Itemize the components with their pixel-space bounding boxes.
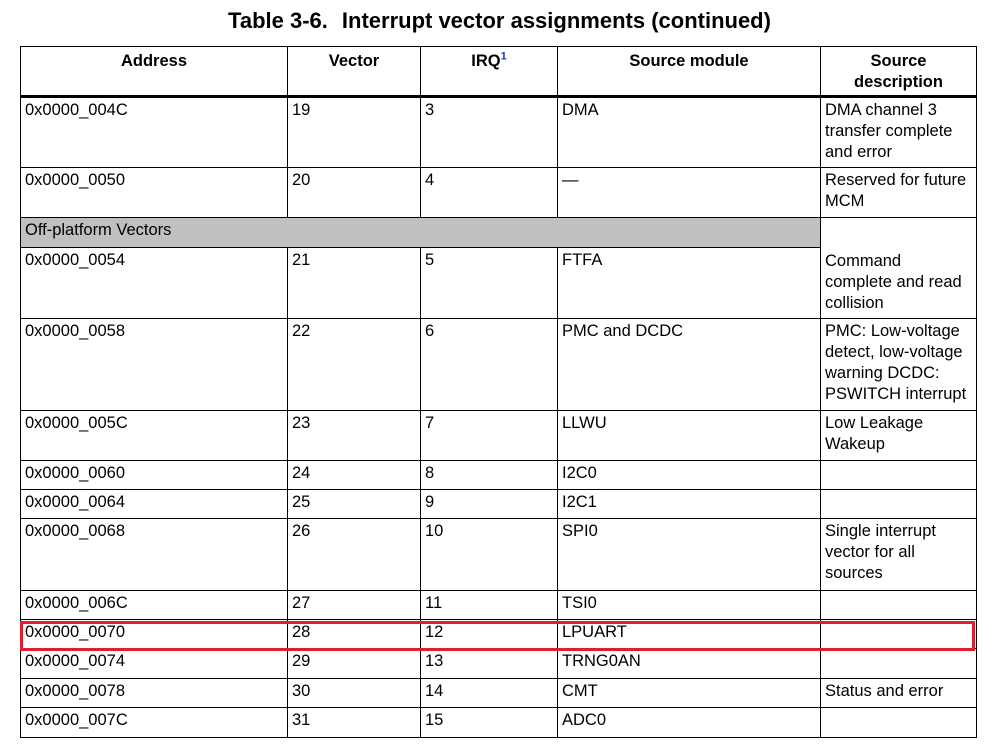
header-irq-label: IRQ (471, 52, 501, 70)
table-row (21, 97, 977, 168)
vector-cell: 23 (288, 411, 421, 461)
vector-cell: 28 (288, 620, 421, 649)
section-label: Off-platform Vectors (21, 218, 821, 248)
module-cell: SPI0 (558, 519, 821, 591)
irq-cell: 10 (421, 519, 558, 591)
table-caption: Interrupt vector assignments (continued) (341, 8, 771, 33)
vector-cell: 24 (288, 461, 421, 490)
module-cell: ADC0 (558, 708, 821, 738)
address-cell: 0x0000_0060 (21, 461, 288, 490)
irq-cell: 9 (421, 490, 558, 519)
section-row (21, 218, 977, 248)
irq-cell: 8 (421, 461, 558, 490)
description-cell (821, 649, 977, 679)
vector-cell: 21 (288, 248, 421, 319)
irq-cell: 12 (421, 620, 558, 649)
irq-cell: 4 (421, 168, 558, 218)
description-cell: DMA channel 3 transfer complete and error (821, 97, 977, 168)
irq-cell: 14 (421, 679, 558, 708)
table-row (21, 679, 977, 708)
header-source-description: Source description (821, 47, 977, 97)
module-cell: TRNG0AN (558, 649, 821, 679)
vector-cell: 22 (288, 319, 421, 411)
vector-cell: 19 (288, 97, 421, 168)
interrupt-vector-table (20, 46, 977, 738)
module-cell: LPUART (558, 620, 821, 649)
address-cell: 0x0000_007C (21, 708, 288, 738)
description-cell (821, 591, 977, 620)
table-row (21, 319, 977, 411)
table-row (21, 591, 977, 620)
address-cell: 0x0000_0070 (21, 620, 288, 649)
irq-footnote-link[interactable]: 1 (500, 50, 507, 63)
vector-cell: 29 (288, 649, 421, 679)
address-cell: 0x0000_0058 (21, 319, 288, 411)
address-cell: 0x0000_006C (21, 591, 288, 620)
description-cell: Single interrupt vector for all sources (821, 519, 977, 591)
module-cell: LLWU (558, 411, 821, 461)
header-irq (421, 47, 558, 97)
address-cell: 0x0000_0064 (21, 490, 288, 519)
module-cell: — (558, 168, 821, 218)
address-cell: 0x0000_0078 (21, 679, 288, 708)
vector-cell: 20 (288, 168, 421, 218)
vector-cell: 25 (288, 490, 421, 519)
table-row-highlighted (21, 620, 977, 649)
description-cell (821, 708, 977, 738)
description-cell: Low Leakage Wakeup (821, 411, 977, 461)
description-cell (821, 461, 977, 490)
module-cell: DMA (558, 97, 821, 168)
irq-cell: 15 (421, 708, 558, 738)
description-cell: Reserved for future MCM (821, 168, 977, 218)
irq-cell: 11 (421, 591, 558, 620)
module-cell: I2C1 (558, 490, 821, 519)
header-vector: Vector (288, 47, 421, 97)
module-cell: TSI0 (558, 591, 821, 620)
table-header-row (21, 47, 977, 97)
header-address: Address (21, 47, 288, 97)
address-cell: 0x0000_0074 (21, 649, 288, 679)
description-cell: Status and error (821, 679, 977, 708)
description-cell (821, 490, 977, 519)
irq-cell: 3 (421, 97, 558, 168)
description-cell: PMC: Low-voltage detect, low-voltage warning DCDC: PSWITCH interrupt (821, 319, 977, 411)
vector-cell: 26 (288, 519, 421, 591)
irq-cell: 5 (421, 248, 558, 319)
table-row (21, 519, 977, 591)
table-number: Table 3-6. (228, 8, 328, 33)
table-row (21, 649, 977, 679)
address-cell: 0x0000_0068 (21, 519, 288, 591)
irq-cell: 6 (421, 319, 558, 411)
vector-cell: 31 (288, 708, 421, 738)
irq-cell: 7 (421, 411, 558, 461)
table-row (21, 490, 977, 519)
description-cell (821, 620, 977, 649)
table-row (21, 411, 977, 461)
table-row (21, 461, 977, 490)
table-title (0, 8, 999, 34)
vector-cell: 30 (288, 679, 421, 708)
vector-cell: 27 (288, 591, 421, 620)
table-row (21, 168, 977, 218)
irq-cell: 13 (421, 649, 558, 679)
address-cell: 0x0000_005C (21, 411, 288, 461)
address-cell: 0x0000_004C (21, 97, 288, 168)
table-row (21, 708, 977, 738)
module-cell: CMT (558, 679, 821, 708)
description-cell (821, 218, 977, 319)
address-cell: 0x0000_0054 (21, 248, 288, 319)
module-cell: FTFA (558, 248, 821, 319)
description-text: Command complete and read collision (825, 252, 962, 312)
address-cell: 0x0000_0050 (21, 168, 288, 218)
module-cell: I2C0 (558, 461, 821, 490)
header-source-module: Source module (558, 47, 821, 97)
module-cell: PMC and DCDC (558, 319, 821, 411)
